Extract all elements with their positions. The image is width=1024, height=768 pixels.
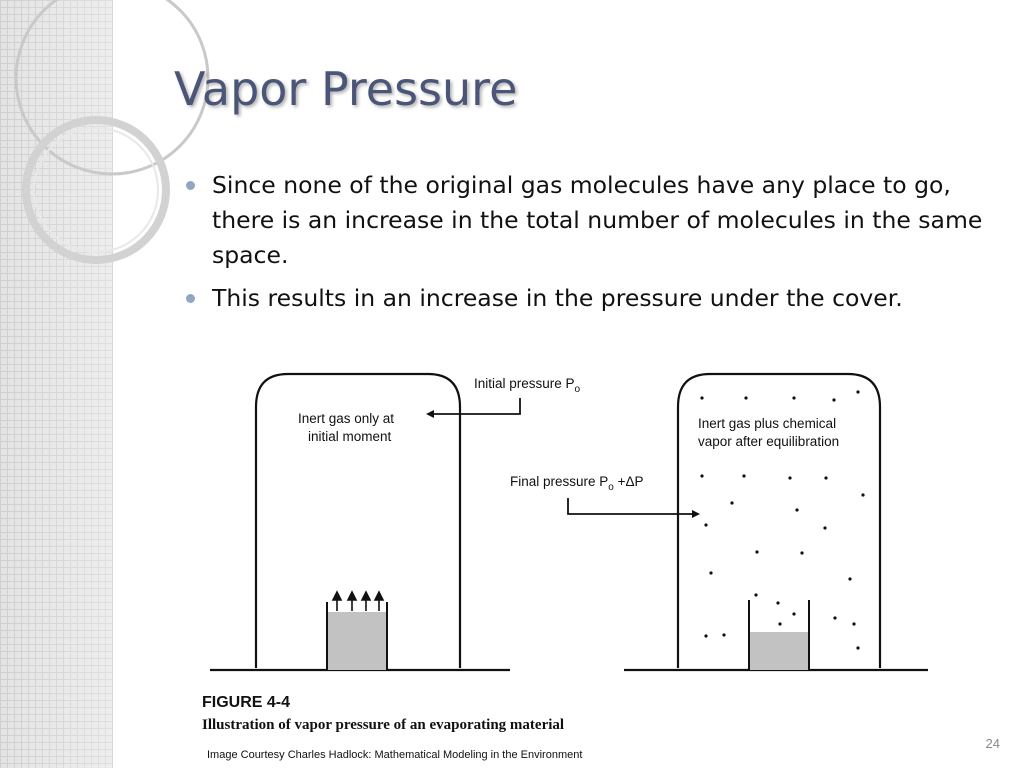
final-pressure-leader [568, 498, 692, 514]
figure-number: FIGURE 4-4 [202, 694, 291, 711]
final-pressure-sub: o [608, 482, 614, 493]
bullet-item-2: This results in an increase in the pressure under the cover. [186, 281, 996, 316]
vapor-molecule [792, 612, 795, 615]
vapor-molecule [744, 396, 747, 399]
left-liquid [328, 612, 386, 670]
vapor-pressure-figure [198, 362, 938, 742]
bullet-list [186, 168, 996, 324]
final-pressure-label [510, 474, 644, 493]
initial-pressure-sub: o [574, 384, 581, 395]
right-label-line2: vapor after equilibration [698, 434, 840, 449]
vapor-molecule [709, 571, 712, 574]
right-label-line1: Inert gas plus chemical [698, 416, 837, 431]
initial-pressure-label [474, 376, 581, 395]
vapor-molecule [861, 493, 864, 496]
vapor-molecule [856, 646, 859, 649]
vapor-molecule [722, 633, 725, 636]
final-pressure-suffix: +ΔP [613, 474, 644, 489]
vapor-molecule [856, 390, 859, 393]
vapor-molecule [742, 474, 745, 477]
page-number: 24 [985, 736, 1000, 751]
final-pressure-arrowhead [692, 510, 700, 518]
vapor-molecule [852, 622, 855, 625]
vapor-molecule [778, 622, 781, 625]
vapor-molecule [824, 476, 827, 479]
decorative-ring-inner [34, 128, 158, 252]
initial-pressure-arrowhead [426, 410, 434, 418]
slide-title: Vapor Pressure [174, 62, 518, 116]
vapor-molecule [704, 523, 707, 526]
vapor-molecule [730, 501, 733, 504]
evaporation-arrows [333, 592, 383, 611]
vapor-molecule [788, 476, 791, 479]
image-credit: Image Courtesy Charles Hadlock: Mathematical Modeling in the Environment [207, 749, 583, 761]
vapor-molecule [776, 601, 779, 604]
bullet-item-1: Since none of the original gas molecules have any place to go, there is an increase in the total number of molecules in the same space. [186, 168, 996, 273]
decorative-circles [0, 0, 200, 300]
vapor-molecule [800, 551, 803, 554]
final-pressure-text: Final pressure P [510, 474, 609, 489]
vapor-molecule [700, 474, 703, 477]
left-container [210, 374, 510, 670]
right-liquid [750, 632, 808, 670]
figure-caption: Illustration of vapor pressure of an evaporating material [202, 717, 565, 733]
vapor-molecule [823, 526, 826, 529]
initial-pressure-text: Initial pressure P [474, 376, 575, 391]
vapor-molecule [754, 593, 757, 596]
vapor-molecule [848, 577, 851, 580]
decorative-ring-small [26, 120, 166, 260]
vapor-molecule [704, 634, 707, 637]
vapor-molecule [795, 508, 798, 511]
vapor-molecule [833, 616, 836, 619]
vapor-molecule [755, 550, 758, 553]
left-label-line2: initial moment [308, 429, 392, 444]
vapor-molecule [832, 398, 835, 401]
left-label-line1: Inert gas only at [298, 411, 395, 426]
vapor-molecule [792, 396, 795, 399]
initial-pressure-leader [434, 398, 520, 414]
right-container [624, 374, 928, 670]
vapor-molecule [700, 396, 703, 399]
